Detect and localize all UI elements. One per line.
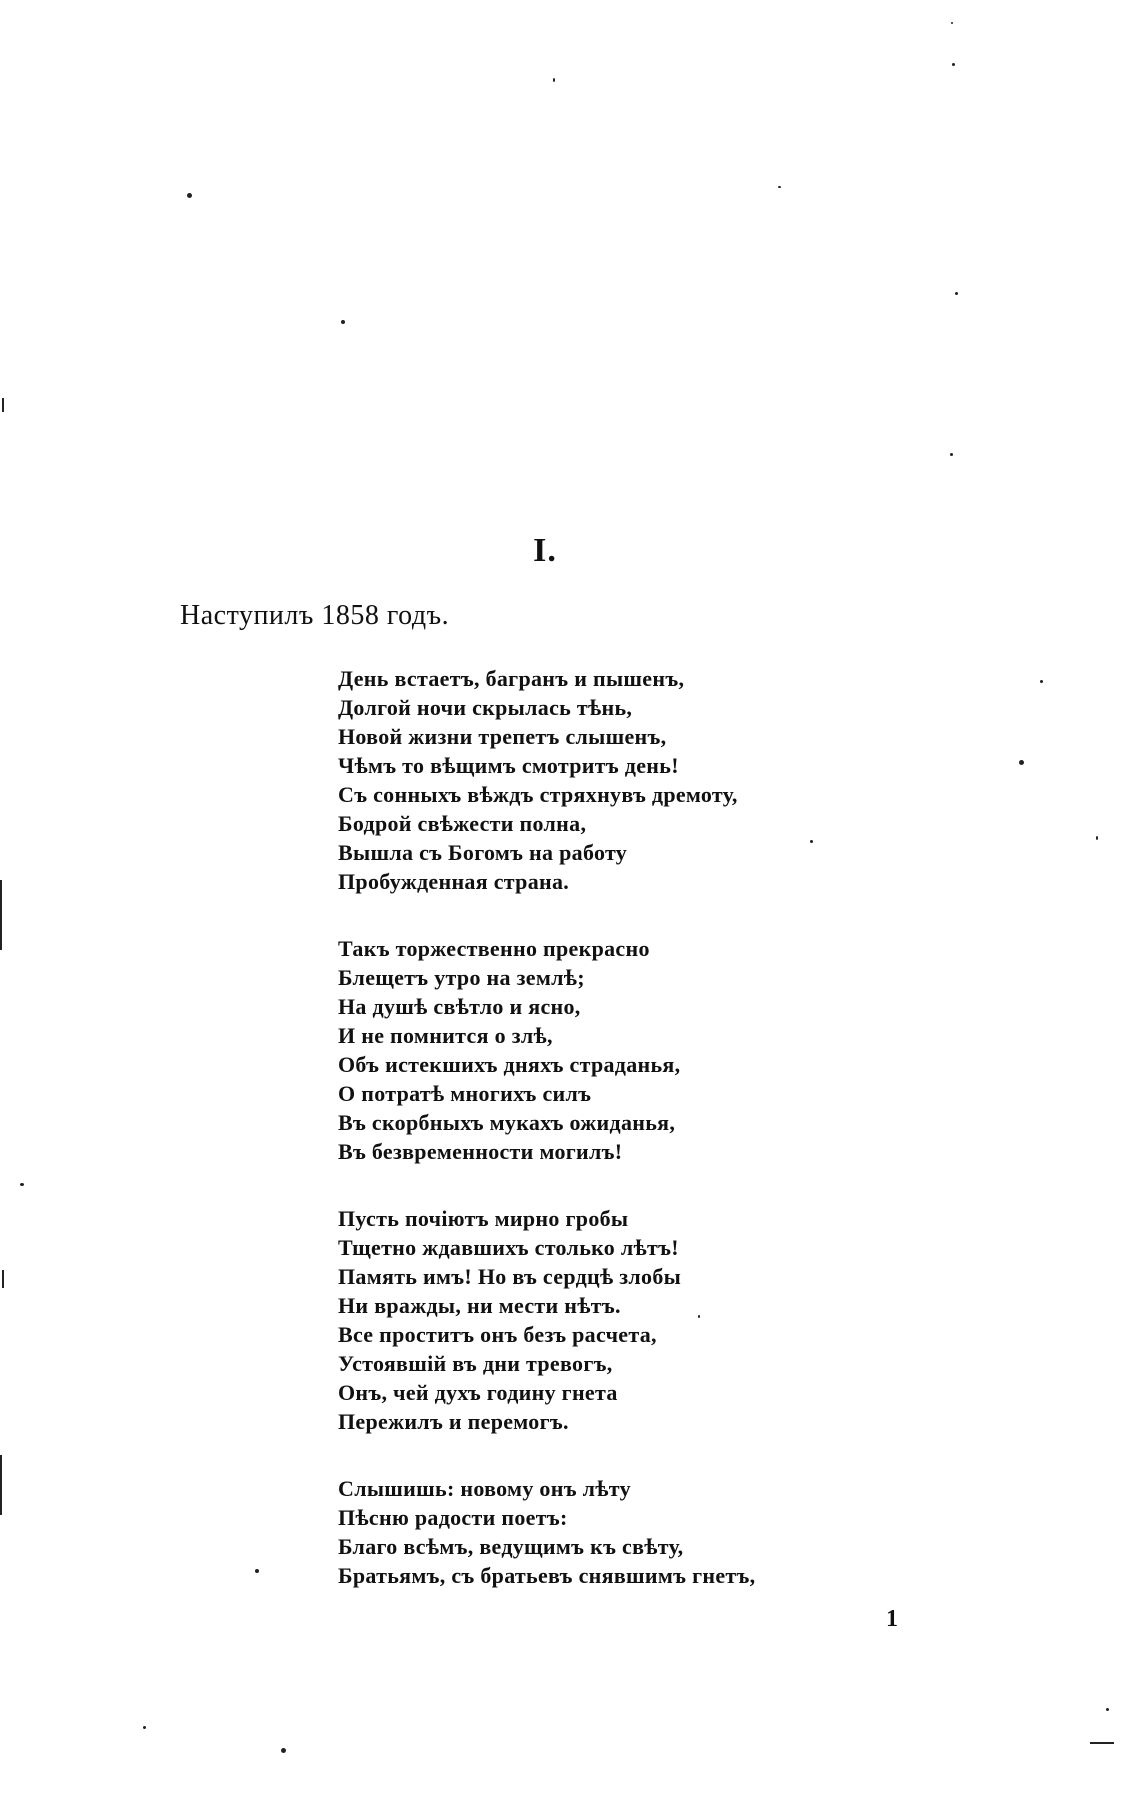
stanza-1 xyxy=(338,664,798,896)
scan-speck xyxy=(341,320,345,324)
scan-speck xyxy=(698,1315,700,1318)
poem-line: На душѣ свѣтло и ясно, xyxy=(338,994,581,1019)
intro-line: Наступилъ 1858 годъ. xyxy=(180,600,450,631)
poem-line: Объ истекшихъ дняхъ страданья, xyxy=(338,1052,681,1077)
poem-line: Бодрой свѣжести полна, xyxy=(338,811,587,836)
poem xyxy=(338,664,798,1628)
poem-line: Пробужденная страна. xyxy=(338,869,570,894)
poem-line: Новой жизни трепетъ слышенъ, xyxy=(338,724,667,749)
scan-speck xyxy=(1106,1708,1109,1711)
poem-line: Въ безвременности могилъ! xyxy=(338,1139,623,1164)
stanza-3 xyxy=(338,1204,798,1436)
scan-speck xyxy=(1096,836,1098,840)
scan-speck xyxy=(143,1726,146,1729)
scan-speck xyxy=(810,840,813,843)
scan-speck xyxy=(1040,680,1043,683)
scan-speck xyxy=(553,78,555,82)
scan-speck xyxy=(255,1569,259,1573)
margin-mark xyxy=(0,1455,2,1515)
poem-line: День встаетъ, багранъ и пышенъ, xyxy=(338,666,685,691)
poem-line: Такъ торжественно прекрасно xyxy=(338,936,650,961)
poem-line: Устоявшій въ дни тревогъ, xyxy=(338,1351,613,1376)
scan-speck xyxy=(950,453,953,456)
poem-line: Благо всѣмъ, ведущимъ къ свѣту, xyxy=(338,1534,684,1559)
poem-line: Долгой ночи скрылась тѣнь, xyxy=(338,695,633,720)
poem-line: Тщетно ждавшихъ столько лѣтъ! xyxy=(338,1235,679,1260)
scan-speck xyxy=(1019,760,1024,765)
chapter-numeral: I. xyxy=(533,532,557,569)
scan-speck xyxy=(778,186,781,188)
poem-line: Пусть почіютъ мирно гробы xyxy=(338,1206,629,1231)
poem-line: Въ скорбныхъ мукахъ ожиданья, xyxy=(338,1110,676,1135)
poem-line: Все проститъ онъ безъ расчета, xyxy=(338,1322,657,1347)
poem-line: Ни вражды, ни мести нѣтъ. xyxy=(338,1293,621,1318)
poem-line: Пѣсню радости поетъ: xyxy=(338,1505,568,1530)
poem-line: Слышишь: новому онъ лѣту xyxy=(338,1476,631,1501)
margin-mark xyxy=(2,398,4,412)
scan-speck xyxy=(20,1183,24,1186)
poem-line: Братьямъ, съ братьевъ снявшимъ гнетъ, xyxy=(338,1563,756,1588)
poem-line: Съ сонныхъ вѣждъ стряхнувъ дремоту, xyxy=(338,782,738,807)
poem-line: Вышла съ Богомъ на работу xyxy=(338,840,628,865)
poem-line: Пережилъ и перемогъ. xyxy=(338,1409,569,1434)
margin-mark xyxy=(1090,1742,1114,1744)
poem-line: О потратѣ многихъ силъ xyxy=(338,1081,592,1106)
margin-mark xyxy=(2,1270,4,1288)
poem-line: Память имъ! Но въ сердцѣ злобы xyxy=(338,1264,682,1289)
margin-mark xyxy=(0,880,2,950)
poem-line: Онъ, чей духъ годину гнета xyxy=(338,1380,618,1405)
scan-speck xyxy=(187,193,192,198)
poem-line: И не помнится о злѣ, xyxy=(338,1023,553,1048)
scan-speck xyxy=(281,1748,286,1753)
poem-line: Чѣмъ то вѣщимъ смотритъ день! xyxy=(338,753,679,778)
poem-line: Блещетъ утро на землѣ; xyxy=(338,965,585,990)
scan-speck xyxy=(955,292,958,295)
stanza-2 xyxy=(338,934,798,1166)
scan-speck xyxy=(951,22,953,24)
stanza-4 xyxy=(338,1474,798,1590)
scan-speck xyxy=(952,63,955,66)
page-number: 1 xyxy=(886,1606,898,1632)
